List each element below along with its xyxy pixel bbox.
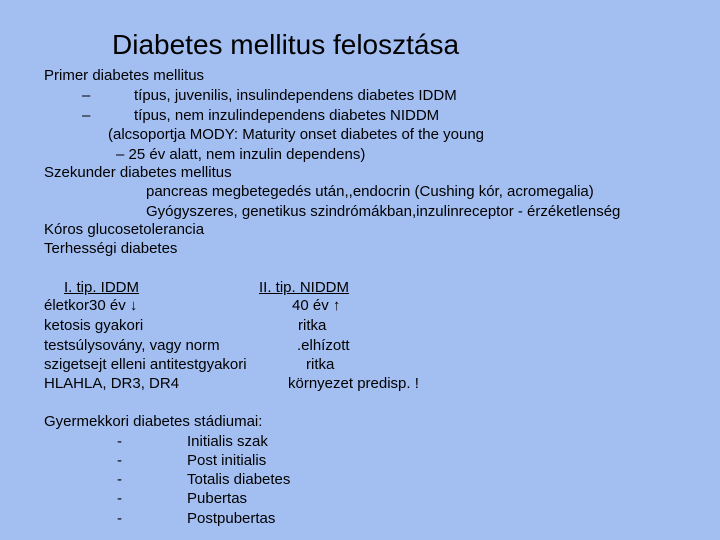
mody-line-2: – 25 év alatt, nem inzulin dependens) <box>116 146 366 163</box>
stage-item: Post initialis <box>187 452 267 469</box>
niddm-column-header: II. tip. NIDDM <box>259 279 350 296</box>
list-dash: - <box>117 433 122 450</box>
list-dash: - <box>117 510 122 527</box>
stage-item: Postpubertas <box>187 510 276 527</box>
terhessegi-line: Terhességi diabetes <box>44 240 178 257</box>
gyogyszeres-line: Gyógyszeres, genetikus szindrómákban,inzulinreceptor - érzéketlenség <box>146 203 621 220</box>
stage-item: Initialis szak <box>187 433 268 450</box>
koros-line: Kóros glucosetolerancia <box>44 221 205 238</box>
niddm-environment: környezet predisp. ! <box>288 375 419 392</box>
iddm-weight: testsúlysovány, vagy norm <box>44 337 220 354</box>
mody-line-1: (alcsoportja MODY: Maturity onset diabetes of the young <box>108 126 485 143</box>
sekunder-heading: Szekunder diabetes mellitus <box>44 164 232 181</box>
iddm-ketosis: ketosis gyakori <box>44 317 144 334</box>
niddm-age <box>292 297 340 315</box>
type1-line: típus, juvenilis, insulindependens diabetes IDDM <box>134 87 457 104</box>
iddm-age-text: életkor30 év <box>44 297 126 314</box>
list-dash: - <box>117 490 122 507</box>
stage-item: Pubertas <box>187 490 248 507</box>
list-dash: – <box>82 107 91 124</box>
niddm-ketosis: ritka <box>298 317 327 334</box>
iddm-age <box>44 297 137 315</box>
list-dash: - <box>117 452 122 469</box>
niddm-weight: .elhízott <box>297 337 350 354</box>
iddm-antibody: szigetsejt elleni antitestgyakori <box>44 356 247 373</box>
niddm-antibody: ritka <box>306 356 335 373</box>
type2-line: típus, nem inzulindependens diabetes NIDDM <box>134 107 440 124</box>
list-dash: - <box>117 471 122 488</box>
arrow-up-icon: ↑ <box>332 297 341 314</box>
stages-heading: Gyermekkori diabetes stádiumai: <box>44 413 263 430</box>
iddm-column-header: I. tip. IDDM <box>64 279 140 296</box>
slide-title: Diabetes mellitus felosztása <box>112 29 460 60</box>
arrow-down-icon: ↓ <box>129 297 138 314</box>
stage-item: Totalis diabetes <box>187 471 291 488</box>
niddm-age-text: 40 év <box>292 297 329 314</box>
primer-heading: Primer diabetes mellitus <box>44 67 205 84</box>
iddm-hla: HLAHLA, DR3, DR4 <box>44 375 180 392</box>
pancreas-line: pancreas megbetegedés után,,endocrin (Cushing kór, acromegalia) <box>146 183 594 200</box>
list-dash: – <box>82 87 91 104</box>
